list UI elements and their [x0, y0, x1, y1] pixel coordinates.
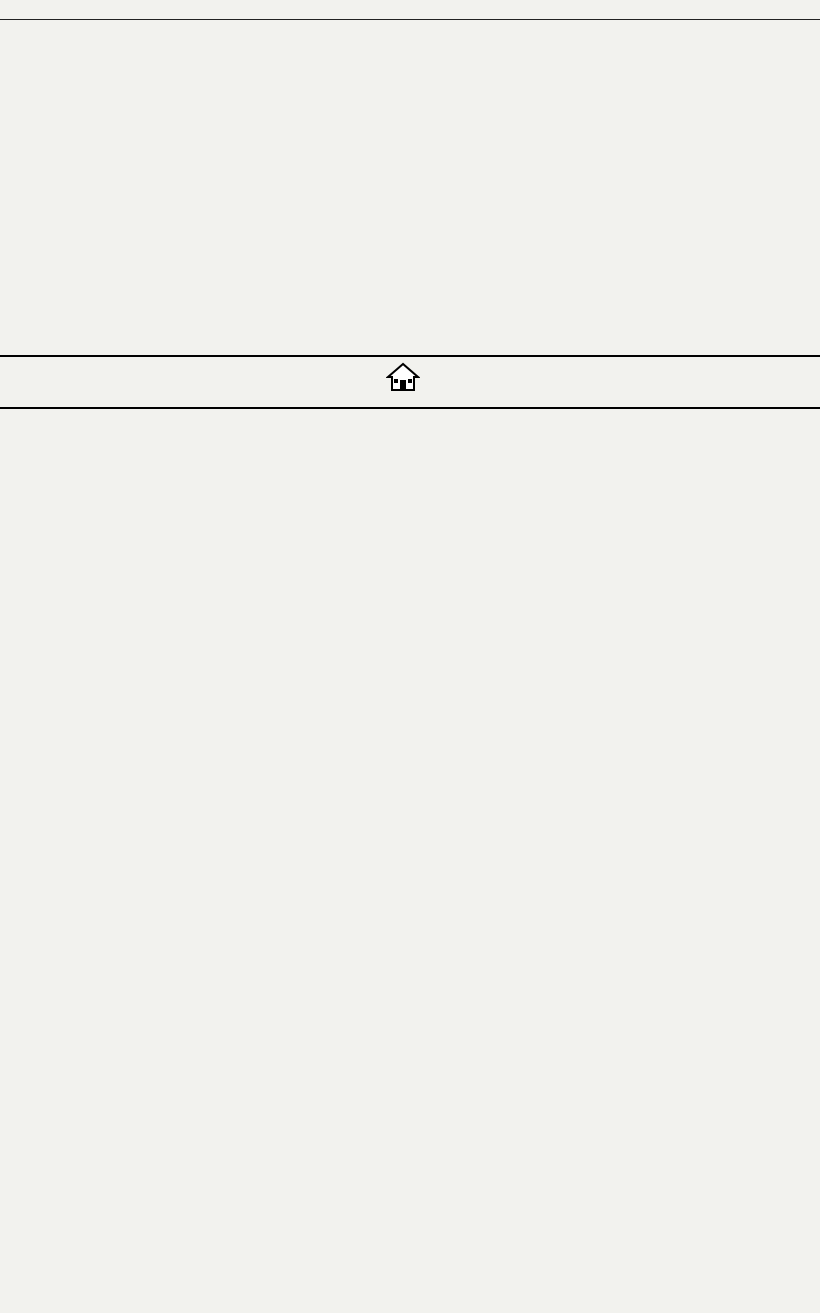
- banner-title: [372, 362, 448, 392]
- service-guide-columns: [0, 412, 820, 1310]
- help-wanted-columns: [0, 22, 820, 352]
- house-icon: [386, 362, 420, 392]
- banner-deadlines: [407, 394, 414, 403]
- page-header: [0, 0, 820, 20]
- home-service-guide-banner: [0, 355, 820, 409]
